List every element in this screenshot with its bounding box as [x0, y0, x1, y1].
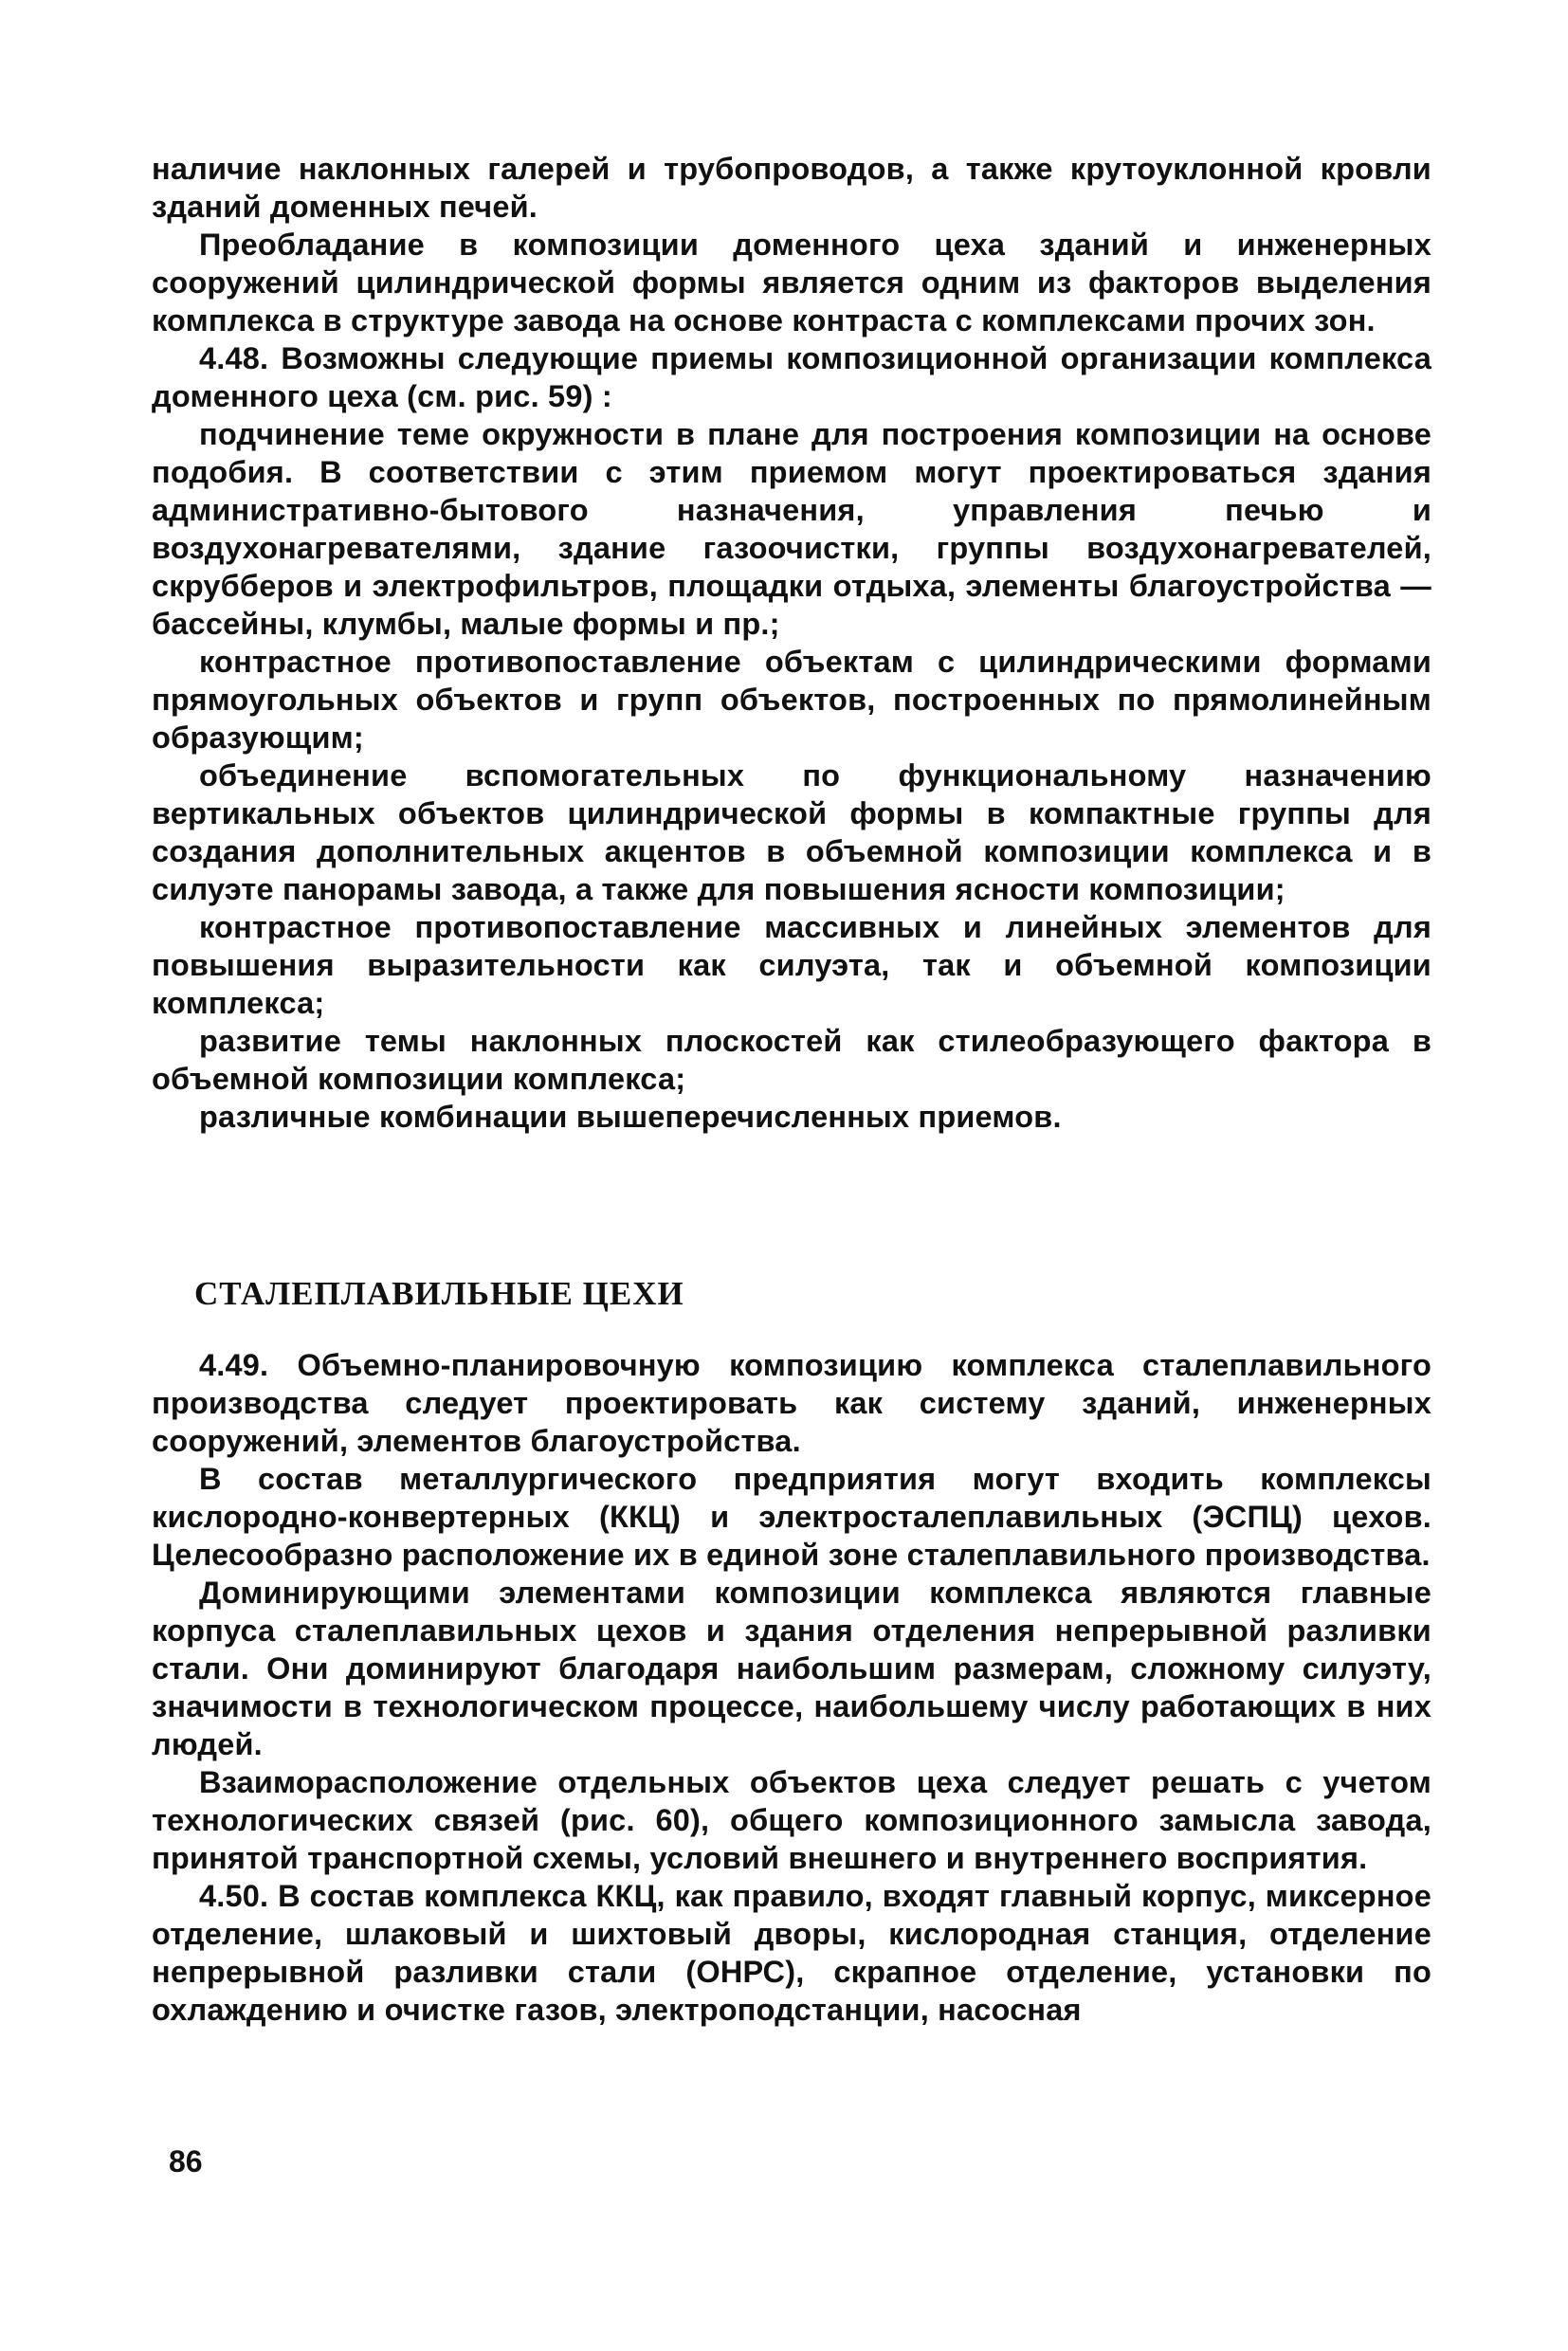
- paragraph: Доминирующими элементами композиции комплекса являются главные корпуса сталеплавильных цехов и здания отделения непрерывной разливки стали. Они доминируют благодаря наибольшим размерам, сложному силуэту, значимости в технологическом процессе, наибольшему числу работающих в них людей.: [152, 1576, 1431, 1761]
- list-item: подчинение теме окружности в плане для построения композиции на основе подобия. В соответствии с этим приемом могут проектироваться здания административно-бытового назначения, управления печью и воздухонагревателями, здание газоочистки, группы воздухонагревателей, скрубберов и электрофильтров, площадки отдыха, элементы благоустройства — бассейны, клумбы, малые формы и пр.;: [152, 417, 1431, 641]
- list-item: объединение вспомогательных по функциональному назначению вертикальных объектов цилиндрической формы в компактные группы для создания дополнительных акцентов в объемной композиции комплекса и в силуэте панорамы завода, а также для повышения ясности композиции;: [152, 758, 1431, 906]
- list-item: контрастное противопоставление объектам с цилиндрическими формами прямоугольных объектов и групп объектов, построенных по прямолинейным образующим;: [152, 645, 1431, 755]
- clause-text: Объемно-планировочную композицию комплекса сталеплавильного производства следует проектировать как систему зданий, инженерных сооружений, элементов благоустройства.: [152, 1348, 1431, 1458]
- page-number: 86: [169, 2144, 203, 2178]
- list-item: контрастное противопоставление массивных и линейных элементов для повышения выразительности как силуэта, так и объемной композиции комплекса;: [152, 910, 1431, 1020]
- paragraph: В состав металлургического предприятия могут входить комплексы кислородно-конвертерных (ККЦ) и электросталеплавильных (ЭСПЦ) цехов. Целесообразно расположение их в единой зоне сталеплавильного производства.: [152, 1462, 1431, 1572]
- clause-number: 4.50.: [199, 1879, 269, 1913]
- clause-number: 4.48.: [199, 341, 269, 375]
- paragraph-4-50: [152, 1877, 1431, 2029]
- paragraph-4-48: [152, 339, 1431, 415]
- clause-number: 4.49.: [199, 1348, 269, 1382]
- clause-text: В состав комплекса ККЦ, как правило, входят главный корпус, миксерное отделение, шлаковый и шихтовый дворы, кислородная станция, отделение непрерывной разливки стали (ОНРС), скрапное отделение, установки по охлаждению и очистке газов, электроподстанции, насосная: [152, 1879, 1431, 2027]
- text-block-steelmaking: [152, 1346, 1431, 2029]
- section-heading: СТАЛЕПЛАВИЛЬНЫЕ ЦЕХИ: [194, 1275, 684, 1312]
- paragraph: наличие наклонных галерей и трубопроводов, а также крутоуклонной кровли зданий доменных печей.: [152, 152, 1431, 224]
- paragraph: Взаиморасположение отдельных объектов цеха следует решать с учетом технологических связей (рис. 60), общего композиционного замысла завода, принятой транспортной схемы, условий внешнего и внутреннего восприятия.: [152, 1765, 1431, 1875]
- list-item: развитие темы наклонных плоскостей как стилеобразующего фактора в объемной композиции комплекса;: [152, 1024, 1431, 1096]
- list-item: различные комбинации вышеперечисленных приемов.: [199, 1100, 1062, 1134]
- text-block-blast-furnace: [152, 150, 1431, 1136]
- paragraph-4-49: [152, 1346, 1431, 1460]
- paragraph: Преобладание в композиции доменного цеха зданий и инженерных сооружений цилиндрической формы является одним из факторов выделения комплекса в структуре завода на основе контраста с комплексами прочих зон.: [152, 228, 1431, 337]
- clause-text: Возможны следующие приемы композиционной организации комплекса доменного цеха (см. рис. 59) :: [152, 341, 1431, 413]
